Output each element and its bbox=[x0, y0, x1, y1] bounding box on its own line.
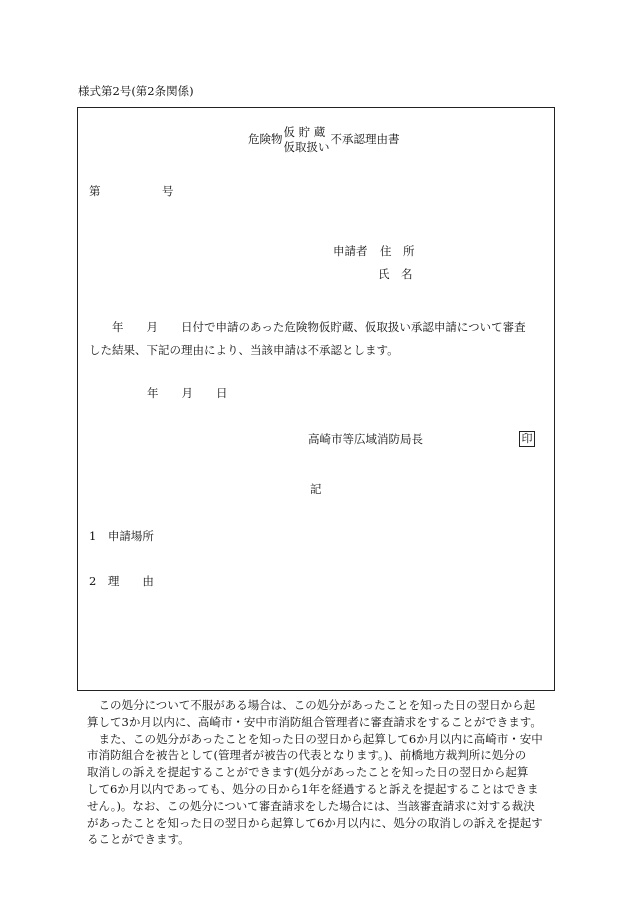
number-suffix: 号 bbox=[162, 184, 174, 198]
applicant-name-label: 氏 名 bbox=[378, 267, 413, 281]
document-title bbox=[248, 125, 400, 155]
issue-date: 年 月 日 bbox=[147, 386, 228, 400]
title-suffix: 不承認理由書 bbox=[330, 132, 400, 147]
ki-heading: 記 bbox=[310, 482, 322, 496]
appeal-notice bbox=[87, 697, 553, 848]
notice-line: して6か月以内であっても、処分の日から1年を経過すると訴えを提起することはできま bbox=[87, 781, 539, 796]
item-reason: 2 理 由 bbox=[89, 574, 154, 588]
notice-line: ることができます。 bbox=[87, 832, 190, 847]
notice-line: 市消防組合を被告として(管理者が被告の代表となります。)、前橋地方裁判所に処分の bbox=[87, 748, 527, 763]
item-application-location: 1 申請場所 bbox=[89, 529, 154, 543]
body-line-2: した結果、下記の理由により、当該申請は不承認とします。 bbox=[89, 343, 399, 357]
seal-box: 印 bbox=[519, 431, 535, 447]
body-line-1: 年 月 日付で申請のあった危険物仮貯蔵、仮取扱い承認申請について審査 bbox=[89, 320, 526, 334]
applicant-label: 申請者 bbox=[333, 244, 368, 258]
title-option-storage: 仮 貯 蔵 bbox=[283, 125, 326, 139]
notice-line: この処分について不服がある場合は、この処分があったことを知った日の翌日から起 bbox=[87, 698, 536, 712]
body-text bbox=[89, 316, 547, 362]
title-options bbox=[284, 125, 330, 155]
applicant-address-label: 住 所 bbox=[380, 244, 415, 258]
notice-line: 取消しの訴えを提起することができます(処分があったことを知った日の翌日から起算 bbox=[87, 765, 529, 780]
notice-line: せん。)。なお、この処分について審査請求をした場合には、当該審査請求に対する裁決 bbox=[87, 798, 535, 813]
title-option-handling: 仮取扱い bbox=[283, 140, 330, 154]
title-prefix: 危険物 bbox=[248, 132, 283, 147]
form-label: 様式第2号(第2条関係) bbox=[78, 84, 194, 98]
notice-line: があったことを知った日の翌日から起算して6か月以内に、処分の取消しの訴えを提起す bbox=[87, 815, 543, 830]
notice-line: また、この処分があったことを知った日の翌日から起算して6か月以内に高崎市・安中 bbox=[87, 731, 543, 746]
number-prefix: 第 bbox=[89, 184, 101, 198]
notice-line: 算して3か月以内に、高崎市・安中市消防組合管理者に審査請求をすることができます。 bbox=[87, 714, 542, 729]
issuer-name: 高崎市等広域消防局長 bbox=[308, 432, 423, 446]
